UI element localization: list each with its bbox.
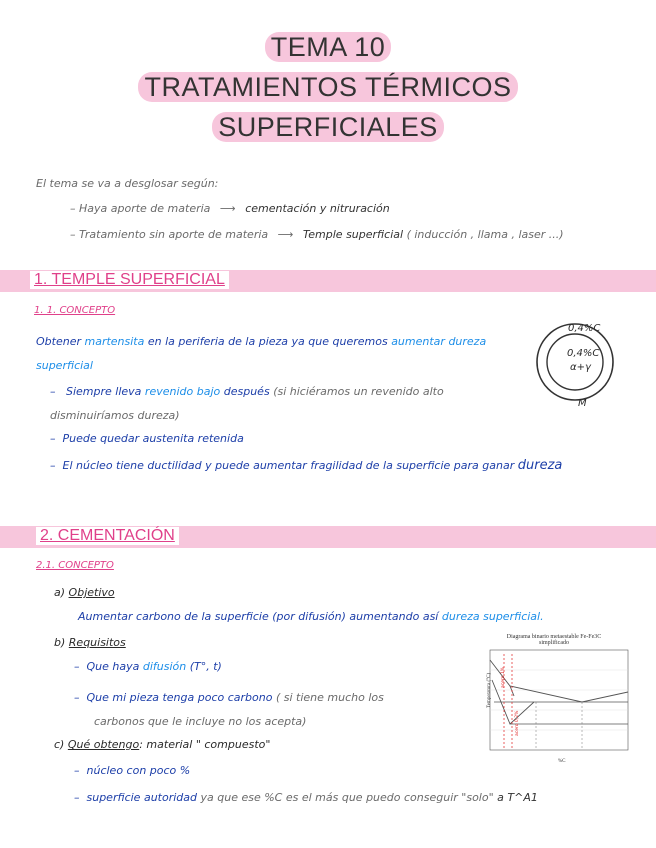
s2-objective-text: Aumentar carbono de la superficie (por difusión) aumentando así dureza superficial. bbox=[78, 610, 544, 623]
section-1-title: 1. TEMPLE SUPERFICIAL bbox=[30, 271, 229, 289]
section-2-subtitle: 2.1. CONCEPTO bbox=[36, 560, 114, 571]
s1-bullet-3: – El núcleo tiene ductilidad y puede aumentar fragilidad de la superficie para ganar dureza bbox=[50, 458, 563, 473]
s2-obtain-1: – núcleo con poco % bbox=[74, 764, 191, 777]
s1-bullet-1: – Siempre lleva revenido bajo después (si hiciéramos un revenido alto disminuiríamos dureza) bbox=[50, 385, 444, 422]
section-2-title: 2. CEMENTACIÓN bbox=[36, 527, 179, 545]
s2-req-1: – Que haya difusión (T°, t) bbox=[74, 660, 222, 673]
title-line-2: TRATAMIENTOS TÉRMICOS bbox=[0, 72, 656, 103]
phase-diagram: Diagrama binario metaestable Fe-Fe3C simplificado Temperatura (°C) %C acero 1% acero 0,2% bbox=[474, 634, 634, 768]
arrow-icon: ⟶ bbox=[219, 202, 236, 215]
diagram-label-inner-2: α+γ bbox=[570, 362, 591, 373]
s2-obtain-heading: c) Qué obtengo: material " compuesto" bbox=[54, 738, 271, 751]
svg-text:%C: %C bbox=[558, 759, 566, 764]
intro-text: El tema se va a desglosar según: bbox=[36, 177, 219, 190]
arrow-icon: ⟶ bbox=[277, 228, 294, 241]
s2-obtain-2: – superficie autoridad ya que ese %C es el más que puedo conseguir "solo" a T^A1 bbox=[74, 791, 538, 804]
intro-item-1: – Haya aporte de materia ⟶ cementación y nitruración bbox=[70, 202, 390, 215]
diagram-label-inner-1: 0,4%C bbox=[567, 348, 600, 359]
phase-diagram-plot bbox=[474, 646, 634, 764]
s2-req-2: – Que mi pieza tenga poco carbono ( si tiene mucho los carbonos que le incluye no los acepta) bbox=[74, 691, 384, 728]
svg-text:Temperatura (°C): Temperatura (°C) bbox=[487, 672, 492, 708]
svg-text:acero 0,2%: acero 0,2% bbox=[515, 710, 520, 736]
intro-item-2: – Tratamiento sin aporte de materia ⟶ Temple superficial ( inducción , llama , laser ...) bbox=[70, 228, 564, 241]
s1-bullet-2: – Puede quedar austenita retenida bbox=[50, 432, 244, 445]
svg-text:acero 1%: acero 1% bbox=[501, 666, 506, 688]
s2-objective-heading: a) Objetivo bbox=[54, 586, 115, 599]
section-1-subtitle: 1. 1. CONCEPTO bbox=[34, 305, 116, 316]
s1-paragraph: Obtener martensita en la periferia de la pieza ya que queremos aumentar dureza superficial bbox=[36, 335, 487, 372]
title-line-3: SUPERFICIALES bbox=[0, 112, 656, 143]
title-line-1: TEMA 10 bbox=[0, 32, 656, 63]
s2-requisites-heading: b) Requisitos bbox=[54, 636, 126, 649]
diagram-label-outer: 0,4%C bbox=[568, 323, 601, 334]
diagram-label-bottom: M bbox=[578, 398, 587, 409]
